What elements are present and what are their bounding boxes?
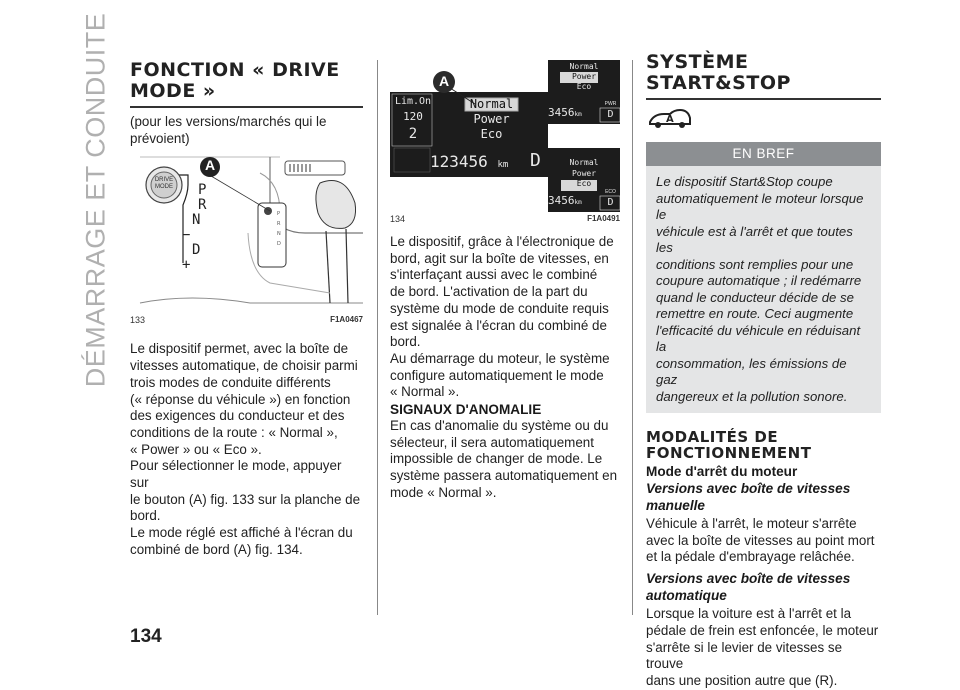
svg-text:A: A	[666, 114, 674, 125]
gear-minus: −	[182, 227, 191, 244]
start-stop-icon	[646, 104, 881, 134]
figure-133	[130, 153, 363, 313]
svg-text:R: R	[277, 221, 281, 228]
paragraph: Au démarrage du moteur, le système configure automatiquement le mode « Normal ».	[390, 350, 610, 400]
svg-text:N: N	[277, 231, 281, 238]
paragraph: Pour sélectionner le mode, appuyer sur le bouton (A) fig. 133 sur la planche de bord.	[130, 458, 361, 524]
gear-letters	[182, 182, 207, 274]
speed-limiter-label: Lim.On	[394, 96, 432, 107]
mini-mode-eco-selected: Eco	[576, 179, 592, 188]
page-number: 134	[130, 626, 162, 647]
paragraph: Véhicule à l'arrêt, le moteur s'arrête avec la boîte de vitesses au point mort et la pédale d'embrayage relâchée.	[646, 516, 875, 565]
title-line: FONCTION « DRIVE	[130, 59, 340, 81]
button-text-line: MODE	[155, 184, 173, 191]
body-text	[390, 234, 620, 502]
subheading-stop-mode: Mode d'arrêt du moteur	[646, 464, 798, 479]
paragraph: En cas d'anomalie du système ou du sélecteur, il sera automatiquement impossible de changer de mode. Le système passera automatiquement en mode « Normal ».	[390, 418, 618, 500]
section-title-modalites	[646, 429, 881, 461]
mini-mode-normal: Normal	[569, 158, 599, 167]
gear-d-large: D	[530, 150, 541, 171]
figure-134-caption	[390, 214, 620, 224]
gear-indicator: 2	[408, 126, 418, 142]
mini-odometer-eco: 3456km	[548, 194, 582, 207]
chapter-title: DÉMARRAGE ET CONDUITE	[80, 12, 111, 388]
button-text-line: DRIVE	[154, 177, 174, 184]
gear-plus: +	[182, 257, 191, 274]
column-2	[390, 60, 620, 502]
title-line: MODE »	[130, 80, 216, 102]
brief-text: Le dispositif Start&Stop coupe automatiquement le moteur lorsque le véhicule est à l'arrêt et que toutes les conditions sont remplies pour une coupure automatique ; il redémarre quand le conducteur décide de se remettre en route. Ceci augmente l'efficacité du véhicule en réduisant la consommation, les émissions de gaz dangereux et la pollution sonore.	[646, 166, 881, 413]
mini-display-eco	[548, 158, 620, 190]
speed-value: 120	[403, 110, 423, 123]
figure-code: F1A0467	[330, 315, 363, 325]
odometer	[430, 152, 508, 171]
title-line: START&STOP	[646, 72, 791, 94]
mini-mode-power-selected: Power	[571, 72, 597, 81]
drive-mode-menu	[465, 97, 518, 142]
pwr-badge: PWR	[604, 101, 617, 107]
gear-r: R	[198, 197, 207, 214]
drive-button-text	[150, 177, 178, 191]
paragraph: Le dispositif permet, avec la boîte de vitesses automatique, de choisir parmi trois modes de conduite différents (« réponse du véhicule ») en fonction des exigences du conducteur et des conditions de la route : « Normal », « Power » ou « Eco ».	[130, 341, 358, 457]
figure-code: F1A0491	[587, 214, 620, 223]
section-title-drive-mode	[130, 60, 363, 108]
brief-title: EN BREF	[646, 142, 881, 166]
title-line: SYSTÈME	[646, 51, 749, 73]
column-divider-1	[377, 60, 378, 615]
title-line: FONCTIONNEMENT	[646, 444, 812, 462]
car-a-icon	[646, 104, 694, 132]
mini-gear-eco: D	[607, 197, 614, 208]
subheading-automatic: Versions avec boîte de vitesses automatique	[646, 571, 851, 604]
intro-text: (pour les versions/marchés qui le prévoient)	[130, 114, 327, 146]
figure-number: 133	[130, 315, 146, 326]
mini-display-power	[548, 62, 620, 92]
odometer-unit: km	[497, 160, 509, 170]
column-3	[646, 52, 881, 690]
chapter-side-tab	[76, 12, 116, 388]
section-title-start-stop	[646, 52, 881, 100]
svg-text:D: D	[277, 241, 281, 248]
figure-134	[390, 60, 620, 212]
mode-eco: Eco	[480, 127, 503, 141]
gear-p: P	[198, 182, 207, 199]
body-text	[130, 341, 363, 558]
paragraph: Le mode réglé est affiché à l'écran du combiné de bord (A) fig. 134.	[130, 525, 353, 557]
svg-text:P: P	[277, 211, 281, 218]
mode-power: Power	[473, 112, 510, 126]
figure-number: 134	[390, 214, 406, 224]
mini-odometer-power: 3456km	[548, 106, 582, 119]
mini-mode-normal: Normal	[569, 62, 599, 71]
subheading-manual: Versions avec boîte de vitesses manuelle	[646, 481, 851, 513]
paragraph: Le dispositif, grâce à l'électronique de bord, agit sur la boîte de vitesses, en s'interfaçant aussi avec le combiné de bord. L'activation de la part du système du mode de conduite requis est signalée à l'écran du combiné de bord.	[390, 234, 614, 350]
subheading-anomaly: SIGNAUX D'ANOMALIE	[390, 402, 542, 418]
mode-normal-selected: Normal	[469, 97, 514, 111]
title-line: MODALITÉS DE	[646, 428, 779, 446]
eco-badge: ECO	[605, 189, 616, 195]
odometer-value: 123456	[430, 152, 488, 171]
callout-label-a: A	[438, 73, 450, 89]
gear-d: D	[192, 242, 201, 259]
mini-mode-eco: Eco	[576, 82, 592, 91]
mini-gear-power: D	[607, 109, 614, 120]
gear-n: N	[192, 212, 201, 229]
mini-mode-power: Power	[571, 168, 597, 178]
column-1	[130, 60, 363, 559]
brief-box	[646, 142, 881, 413]
callout-label-a: A	[204, 157, 216, 174]
paragraph: Lorsque la voiture est à l'arrêt et la pédale de frein est enfoncée, le moteur s'arrête si le levier de vitesses se trouve dans une position autre que (R).	[646, 606, 879, 688]
figure-133-caption	[130, 315, 363, 325]
column-divider-2	[632, 60, 633, 615]
